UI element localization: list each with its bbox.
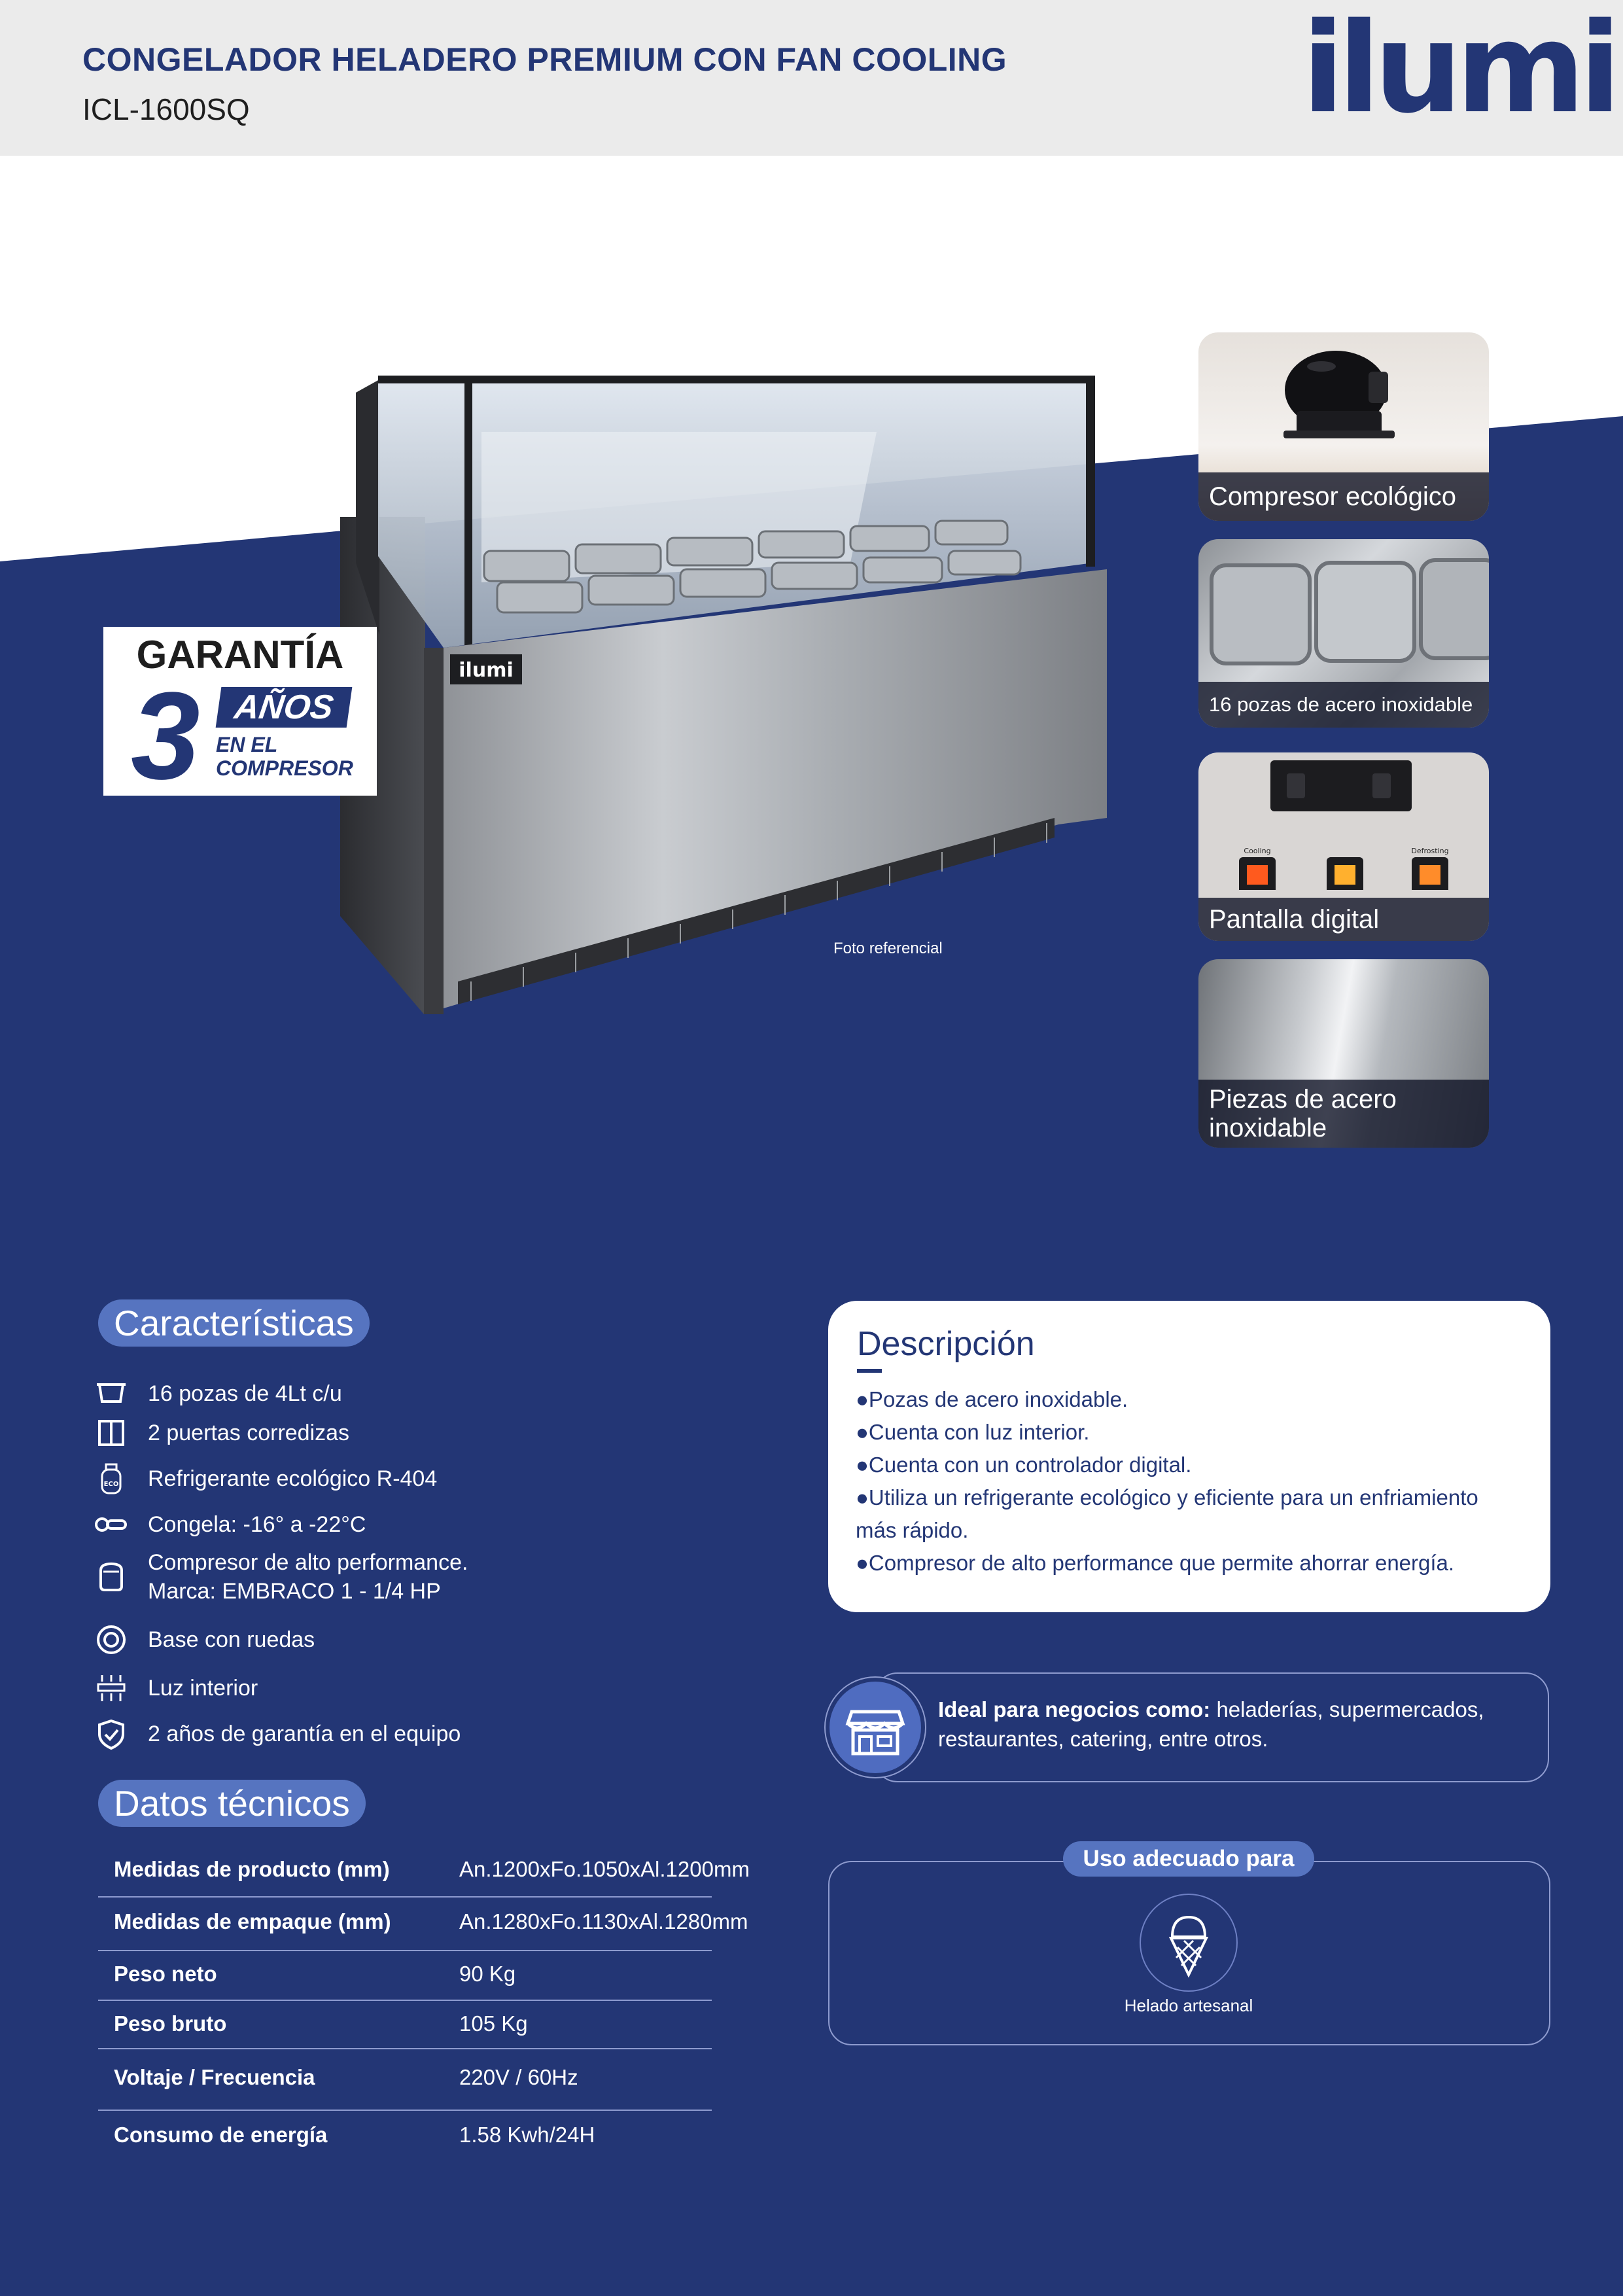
ideal-business-list: heladerías, supermercados, xyxy=(1210,1697,1484,1722)
display-panel-image xyxy=(1198,752,1489,890)
feature-item xyxy=(92,1548,746,1611)
ideal-business-list-line2: restaurantes, catering, entre otros. xyxy=(938,1727,1268,1751)
usage-heading: Uso adecuado para xyxy=(1063,1841,1314,1877)
description-line: ●Compresor de alto performance que permite ahorrar energía. xyxy=(856,1551,1455,1575)
spec-value: An.1280xFo.1130xAl.1280mm xyxy=(459,1909,748,1934)
feature-text: Base con ruedas xyxy=(148,1627,315,1652)
pans-image xyxy=(1198,539,1489,677)
warranty-line2: COMPRESOR xyxy=(216,756,353,780)
thermometer-icon xyxy=(94,1509,128,1540)
spec-label: Peso bruto xyxy=(114,2011,227,2036)
warranty-badge xyxy=(103,627,377,805)
specs-heading: Datos técnicos xyxy=(98,1780,366,1827)
freezer-illustration xyxy=(327,366,1125,1021)
panel-label-cooling: Cooling xyxy=(1244,847,1271,855)
thumb-compressor xyxy=(1198,332,1489,521)
shield-check-icon xyxy=(94,1718,128,1750)
description-line: ●Cuenta con luz interior. xyxy=(856,1420,1090,1444)
thumb-caption: Compresor ecológico xyxy=(1198,472,1489,521)
thumb-caption-line2: inoxidable xyxy=(1209,1114,1327,1142)
feature-text: 2 años de garantía en el equipo xyxy=(148,1722,461,1746)
thumb-caption xyxy=(1198,1080,1489,1148)
spec-label: Voltaje / Frecuencia xyxy=(114,2065,315,2089)
compressor-image xyxy=(1198,332,1489,470)
thumb-steel xyxy=(1198,959,1489,1148)
feature-text: Compresor de alto performance. xyxy=(148,1550,468,1575)
spec-divider xyxy=(98,2110,712,2111)
feature-text-line2: Marca: EMBRACO 1 - 1/4 HP xyxy=(148,1579,441,1604)
spec-value: 1.58 Kwh/24H xyxy=(459,2123,595,2147)
description-underline xyxy=(857,1369,882,1373)
ice-cream-icon xyxy=(1141,1895,1236,1990)
feature-item xyxy=(92,1620,746,1659)
warranty-years-number: 3 xyxy=(131,667,200,805)
freezer-brand-label: ilumi xyxy=(459,659,514,682)
warranty-years-unit: AÑOS xyxy=(216,687,353,728)
feature-text: 2 puertas corredizas xyxy=(148,1421,350,1445)
feature-item xyxy=(92,1459,746,1498)
feature-item xyxy=(92,1669,746,1708)
feature-item xyxy=(92,1413,746,1453)
feature-text: Refrigerante ecológico R-404 xyxy=(148,1466,438,1491)
usage-icon-circle xyxy=(1140,1894,1238,1992)
light-icon xyxy=(94,1672,128,1704)
tray-icon xyxy=(94,1378,128,1409)
feature-item xyxy=(92,1374,746,1413)
spec-label: Consumo de energía xyxy=(114,2123,328,2147)
ideal-business-bold: Ideal para negocios como: xyxy=(938,1697,1211,1722)
spec-label: Peso neto xyxy=(114,1962,217,1986)
thumb-caption: Pantalla digital xyxy=(1198,898,1489,941)
eco-refrigerant-icon xyxy=(94,1463,128,1494)
description-line: ●Pozas de acero inoxidable. xyxy=(856,1387,1128,1411)
description-card xyxy=(828,1301,1550,1612)
product-model: ICL-1600SQ xyxy=(82,92,250,126)
thumb-caption-line1: Piezas de acero xyxy=(1209,1085,1397,1114)
ideal-icon-circle xyxy=(829,1682,921,1773)
feature-item xyxy=(92,1505,746,1544)
description-line: ●Utiliza un refrigerante ecológico y eficiente para un enfriamiento xyxy=(856,1485,1478,1510)
spec-label: Medidas de producto (mm) xyxy=(114,1857,390,1881)
sliding-doors-icon xyxy=(94,1417,128,1449)
spec-divider xyxy=(98,2048,712,2049)
product-title: CONGELADOR HELADERO PREMIUM CON FAN COOLING xyxy=(82,41,1007,78)
spec-value: 105 Kg xyxy=(459,2011,528,2036)
spec-divider xyxy=(98,1950,712,1951)
spec-value: 220V / 60Hz xyxy=(459,2065,578,2089)
warranty-line1: EN EL xyxy=(216,733,278,756)
spec-divider xyxy=(98,2000,712,2001)
spec-label: Medidas de empaque (mm) xyxy=(114,1909,391,1934)
feature-text: Luz interior xyxy=(148,1676,258,1701)
usage-label: Helado artesanal xyxy=(1124,1996,1253,2015)
feature-text: 16 pozas de 4Lt c/u xyxy=(148,1381,342,1406)
features-heading: Características xyxy=(98,1299,370,1347)
ideal-business-text xyxy=(938,1695,1527,1754)
description-title: Descripción xyxy=(857,1325,1035,1363)
store-icon xyxy=(829,1682,921,1773)
spec-divider xyxy=(98,1896,712,1898)
description-line: más rápido. xyxy=(856,1518,969,1542)
compressor-icon xyxy=(94,1561,128,1593)
spec-value: An.1200xFo.1050xAl.1200mm xyxy=(459,1857,750,1881)
wheel-icon xyxy=(94,1624,128,1655)
eco-badge: ECO xyxy=(103,1481,119,1488)
panel-label-defrosting: Defrosting xyxy=(1411,847,1449,855)
feature-text: Congela: -16° a -22°C xyxy=(148,1512,366,1537)
brand-logo: ilumi xyxy=(1302,0,1615,141)
photo-reference-note: Foto referencial xyxy=(833,940,943,957)
warranty-title: GARANTÍA xyxy=(136,633,344,677)
thumb-pans xyxy=(1198,539,1489,728)
thumb-caption: 16 pozas de acero inoxidable xyxy=(1198,682,1489,728)
description-line: ●Cuenta con un controlador digital. xyxy=(856,1453,1192,1477)
feature-item xyxy=(92,1714,746,1754)
thumb-display xyxy=(1198,752,1489,941)
spec-value: 90 Kg xyxy=(459,1962,516,1986)
